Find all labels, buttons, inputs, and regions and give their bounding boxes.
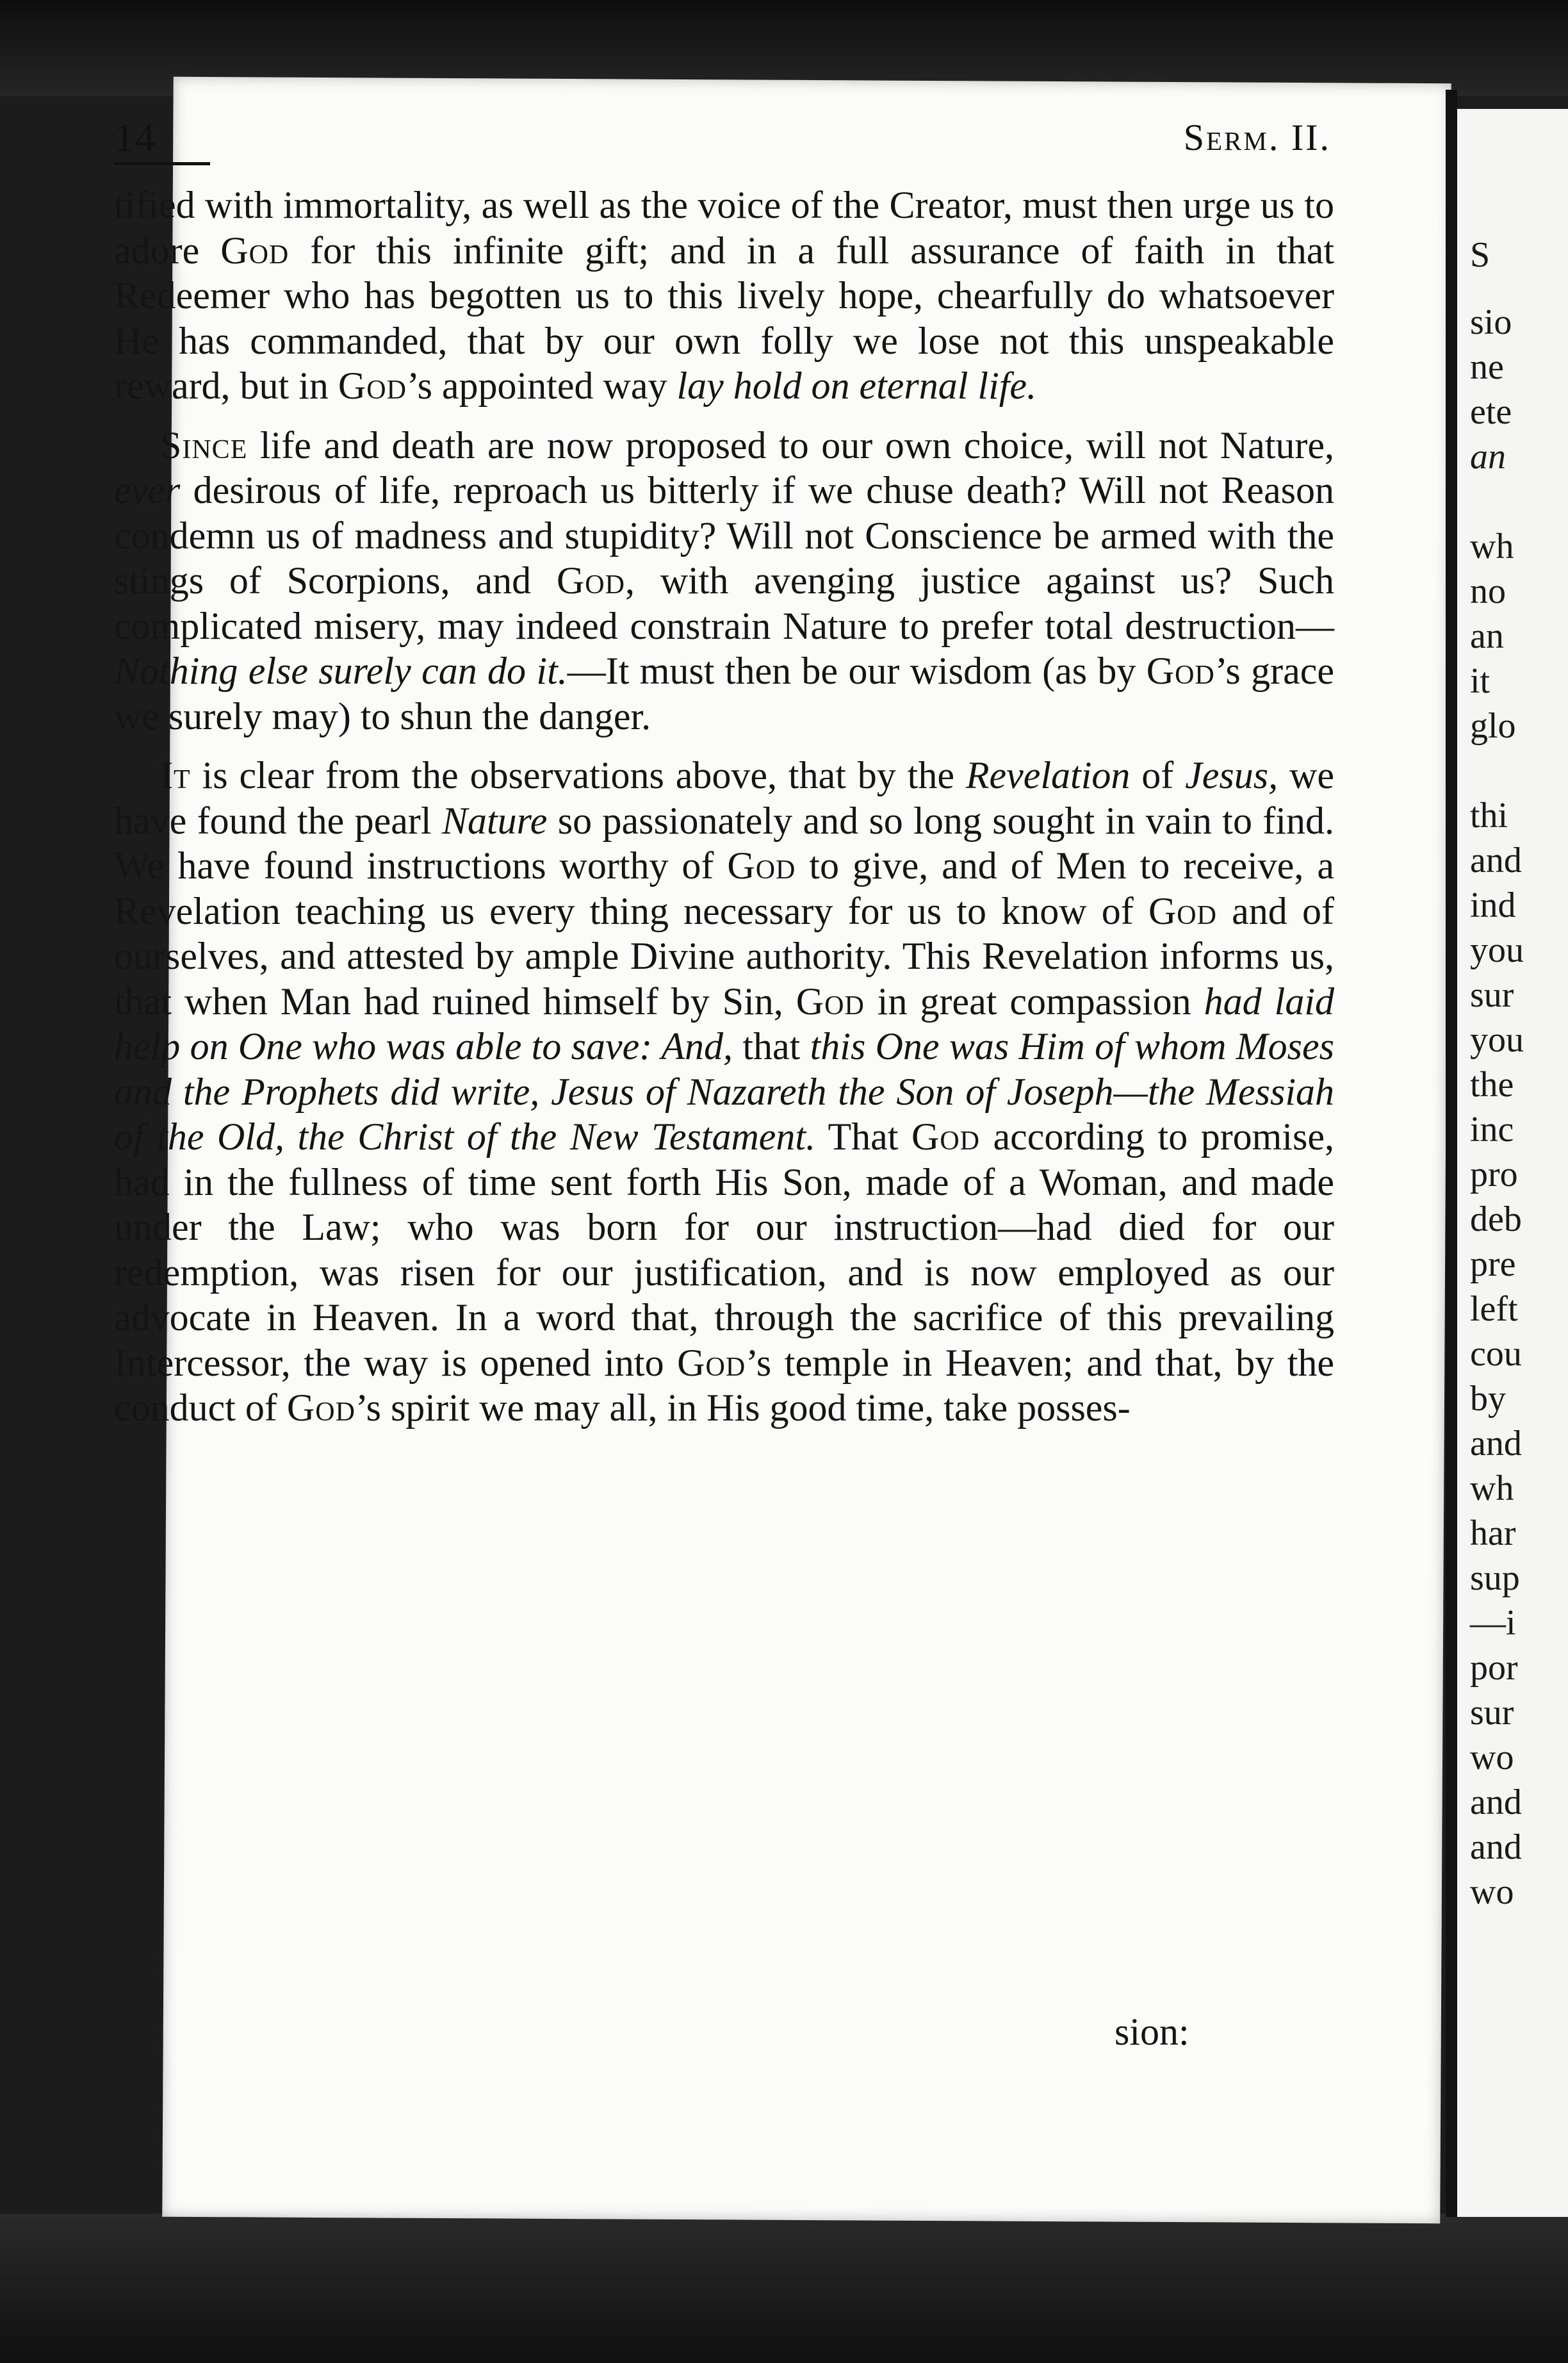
facing-page-line: har [1470,1513,1516,1553]
paragraph [114,183,1334,409]
facing-page-line: and [1470,841,1522,880]
facing-page-line: wo [1470,1872,1514,1912]
text-run: God [220,229,290,272]
sermon-label: Serm. II. [1183,117,1331,158]
facing-page-line: no [1470,572,1506,611]
text-run: , with avenging justice against us? Such complicated misery, may indeed constrain Nature to prefer total destruction— [114,559,1335,647]
facing-page-line: ne [1470,347,1504,387]
page-number-rule [114,162,210,165]
text-run: and of ourselves, and attested by ample Divine authority. This Revelation informs us, that when Man had ruined himself by Sin, [114,889,1334,1023]
facing-page-line: pro [1470,1155,1518,1194]
facing-page-line: glo [1470,706,1516,746]
scan-background-bottom [0,2214,1568,2363]
catchword: sion: [1115,2011,1189,2053]
facing-page-line: sup [1470,1558,1520,1598]
text-run: for this infinite gift; and in a full assurance of faith in that Redeemer who has begotten us to this lively hope, chearfully do whatsoever He has commanded, that by our own folly we lose not this unspeakable reward, but in [114,229,1334,407]
facing-page-line: ind [1470,885,1516,925]
text-run: life and death are now proposed to our own choice, will not Nature, [247,424,1334,466]
facing-page-line: wh [1470,1469,1514,1508]
text-run: that [733,1025,810,1067]
text-run: God [286,1387,355,1429]
text-run: God [911,1116,980,1158]
facing-page-line: and [1470,1827,1522,1867]
facing-page-line: ete [1470,392,1512,432]
text-run: lay hold on eternal life. [676,365,1037,407]
facing-page-line: left [1470,1289,1518,1329]
text-run: had laid help on One who was able to save: And, [114,980,1334,1067]
text-run: ’s spirit we may all, in His good time, take posses- [355,1387,1131,1429]
text-run: God [556,559,625,602]
text-run: —It must then be our wisdom (as by [567,650,1147,692]
text-run: God [1148,889,1217,932]
text-run: God [677,1341,746,1384]
facing-page-line: an [1470,437,1506,477]
facing-page-line: you [1470,1020,1524,1060]
facing-page-line: deb [1470,1199,1522,1239]
text-run: God [796,980,865,1023]
text-run: tified with immortality, as well as the voice of the Creator, must then urge us to adore [114,184,1334,272]
text-run: ever [114,469,181,511]
facing-page-line: por [1470,1648,1518,1688]
facing-page-line: thi [1470,796,1508,836]
facing-page-line: sur [1470,1693,1514,1733]
page-number: 14 [114,115,155,160]
text-run: is clear from the observations above, that by the [190,754,966,796]
facing-page-line: cou [1470,1334,1522,1374]
facing-page-edge [1457,109,1568,2217]
text-run: Since [160,424,248,466]
facing-page-line: pre [1470,1244,1516,1284]
facing-page-line: an [1470,616,1504,656]
paragraph [114,423,1334,739]
text-run: That [815,1116,911,1158]
facing-page-line: S [1470,235,1490,275]
facing-page-line: wh [1470,527,1514,566]
text-run: Jesus, [1185,754,1278,796]
running-head [114,112,1331,163]
facing-page-line: the [1470,1065,1514,1105]
text-run: we have found the pearl [114,754,1334,842]
facing-page-line: and [1470,1424,1522,1463]
text-run: Nothing else surely can do it. [114,650,568,692]
facing-page-line: sio [1470,302,1512,342]
body-text [114,183,1334,1431]
paragraph [114,753,1334,1431]
text-run: Revelation [965,754,1131,796]
text-run: God [727,844,796,887]
text-run: Nature [441,799,548,842]
facing-page-line: sur [1470,975,1514,1015]
text-run: according to promise, had in the fullness of time sent forth His Son, made of a Woman, and made under the Law; who was born for our instruction—had died for our redemption, was risen for our justification, and is now employed as our advocate in Heaven. In a word that, through the sacrifice of this prevailing Intercessor, the way is opened into [114,1116,1334,1384]
text-run: ’s temple in Heaven; and that, by the conduct of [114,1341,1334,1429]
facing-page-line: inc [1470,1110,1514,1149]
book-gutter [1446,90,1457,2217]
text-run: God [338,365,407,407]
text-run: ’s appointed way [406,365,677,407]
text-run: of [1130,754,1186,796]
facing-page-line: —i [1470,1603,1516,1643]
facing-page-line: wo [1470,1738,1514,1777]
facing-page-line: it [1470,661,1490,701]
text-run: desirous of life, reproach us bitterly if we chuse death? Will not Reason condemn us of madness and stupidity? Will not Conscience be armed with the stings of Scorpions, and [114,469,1334,602]
text-run: ’s grace we surely may) to shun the danger. [114,650,1335,737]
text-run: this One was Him of whom Moses and the Prophets did write, Jesus of Nazareth the Son of Joseph—the Messiah of the Old, the Christ of the New Testament. [114,1025,1334,1158]
facing-page-line: by [1470,1379,1506,1419]
facing-page-line: and [1470,1783,1522,1822]
text-run: It [160,754,191,796]
facing-page-line: you [1470,930,1524,970]
text-run: so passionately and so long sought in vain to find. We have found instructions worthy of [114,799,1334,887]
text-run: in great compassion [864,980,1204,1023]
text-run: God [1146,650,1215,692]
text-run: to give, and of Men to receive, a Revelation teaching us every thing necessary for us to know of [114,844,1334,932]
